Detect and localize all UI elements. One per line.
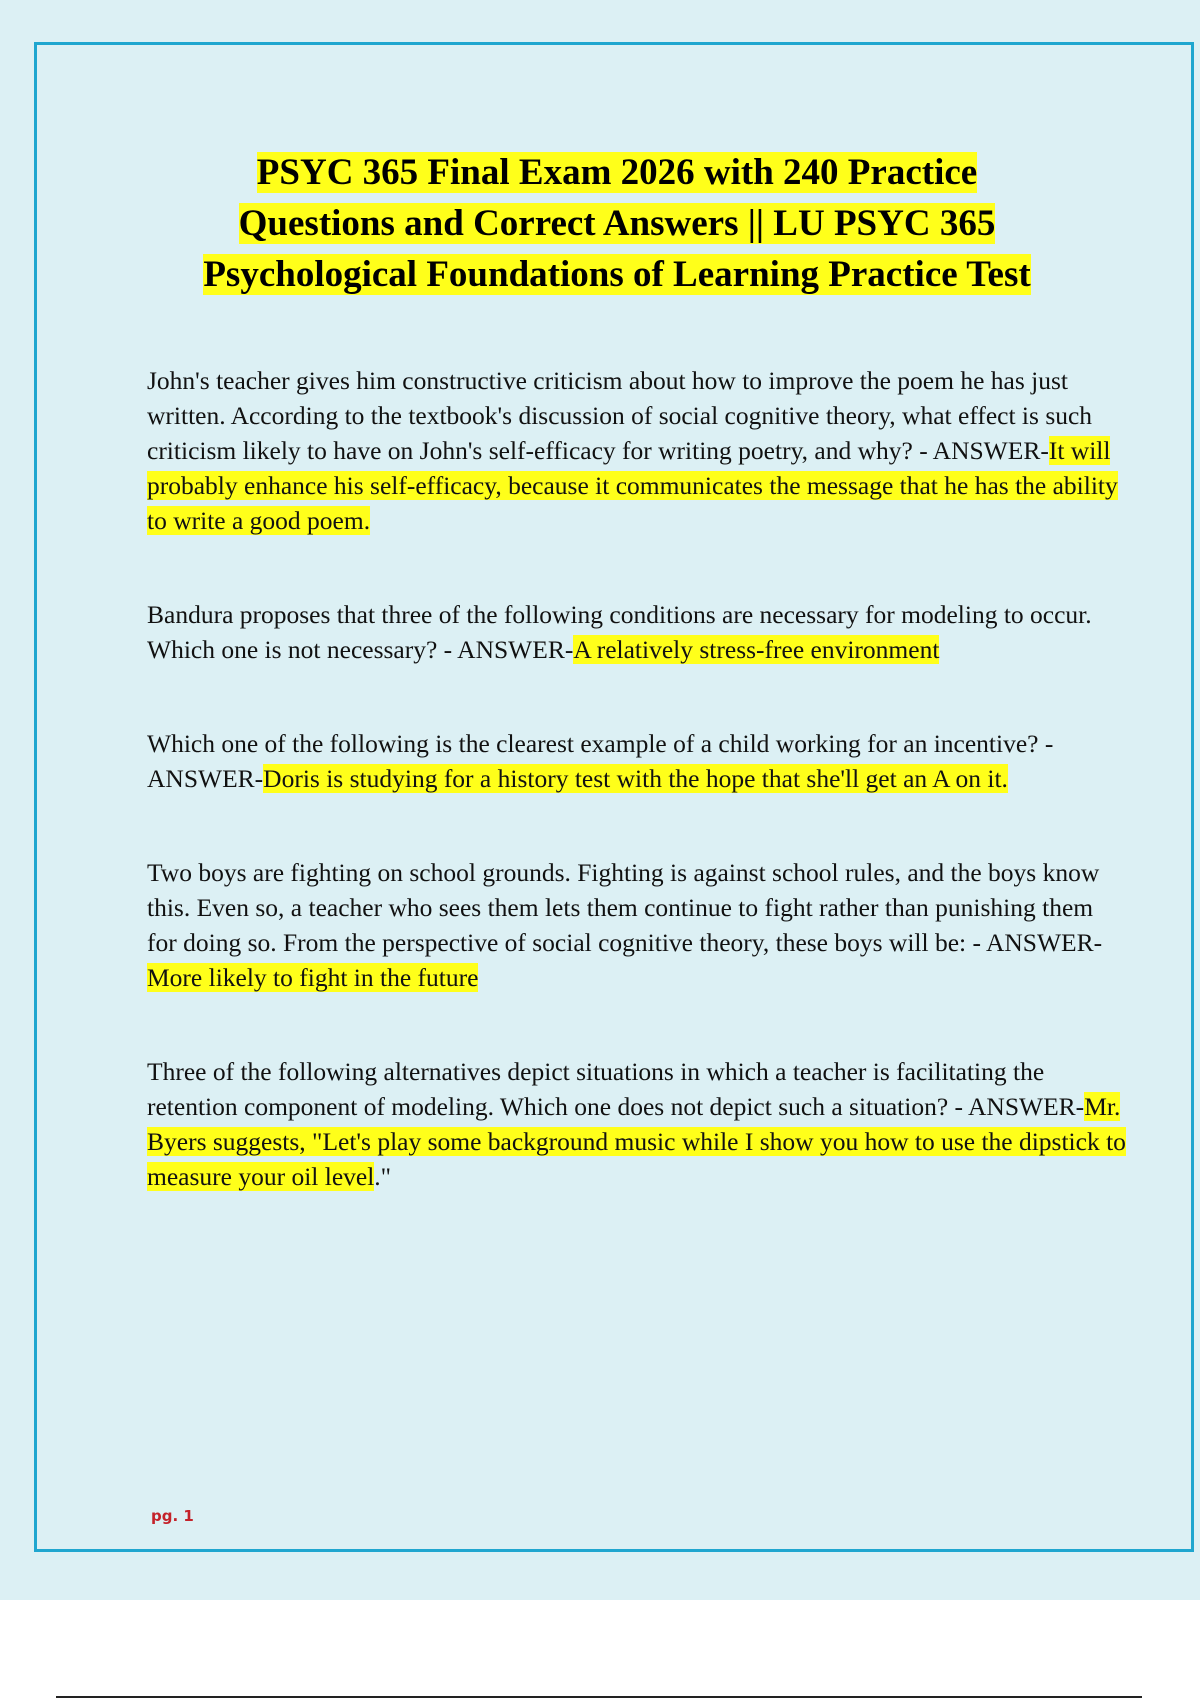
answer-label: ANSWER- — [985, 928, 1103, 957]
question-list — [147, 363, 1127, 1194]
question-text: Bandura proposes that three of the following conditions are necessary for modeling to occur. Which one is not necessary? - — [147, 600, 1092, 664]
question-item — [147, 1054, 1127, 1194]
title-line: Psychological Foundations of Learning Practice Test — [203, 254, 1031, 295]
answer-text: Mr. Byers suggests, "Let's play some background music while I show you how to use the dipstick to measure your oil level — [147, 1092, 1126, 1191]
page-number: pg. 1 — [151, 1507, 194, 1525]
title-line: Questions and Correct Answers || LU PSYC 365 — [238, 203, 996, 244]
answer-text: It will probably enhance his self-efficacy, because it communicates the message that he has the ability to write a good poem. — [147, 436, 1118, 535]
answer-text: Doris is studying for a history test with the hope that she'll get an A on it. — [263, 764, 1008, 793]
title-line: PSYC 365 Final Exam 2026 with 240 Practice — [256, 152, 978, 193]
question-item — [147, 363, 1127, 538]
answer-label: ANSWER- — [147, 764, 264, 793]
page-frame — [34, 42, 1194, 1552]
answer-text: A relatively stress-free environment — [573, 635, 940, 664]
answer-label: ANSWER- — [457, 635, 574, 664]
document-title — [37, 147, 1197, 300]
answer-label: ANSWER- — [968, 1092, 1085, 1121]
question-item — [147, 597, 1127, 667]
answer-label: ANSWER- — [932, 436, 1049, 465]
question-text: Which one of the following is the clearest example of a child working for an incentive? - — [147, 729, 1054, 758]
question-text: Two boys are fighting on school grounds. Fighting is against school rules, and the boys know this. Even so, a teacher who sees them lets them continue to fight rather than punishing them for doing so. From the perspective of social cognitive theory, these boys will be: - — [147, 858, 1100, 957]
question-text: Three of the following alternatives depict situations in which a teacher is facilitating the retention component of modeling. Which one does not depict such a situation? - — [147, 1057, 1045, 1121]
question-item — [147, 855, 1127, 995]
question-text: John's teacher gives him constructive criticism about how to improve the poem he has just written. According to the textbook's discussion of social cognitive theory, what effect is such criticism likely to have on John's self-efficacy for writing poetry, and why? - — [147, 366, 1093, 465]
answer-tail: ." — [374, 1162, 392, 1191]
question-item — [147, 726, 1127, 796]
bottom-divider — [56, 1696, 1142, 1698]
answer-text: More likely to fight in the future — [147, 963, 479, 992]
